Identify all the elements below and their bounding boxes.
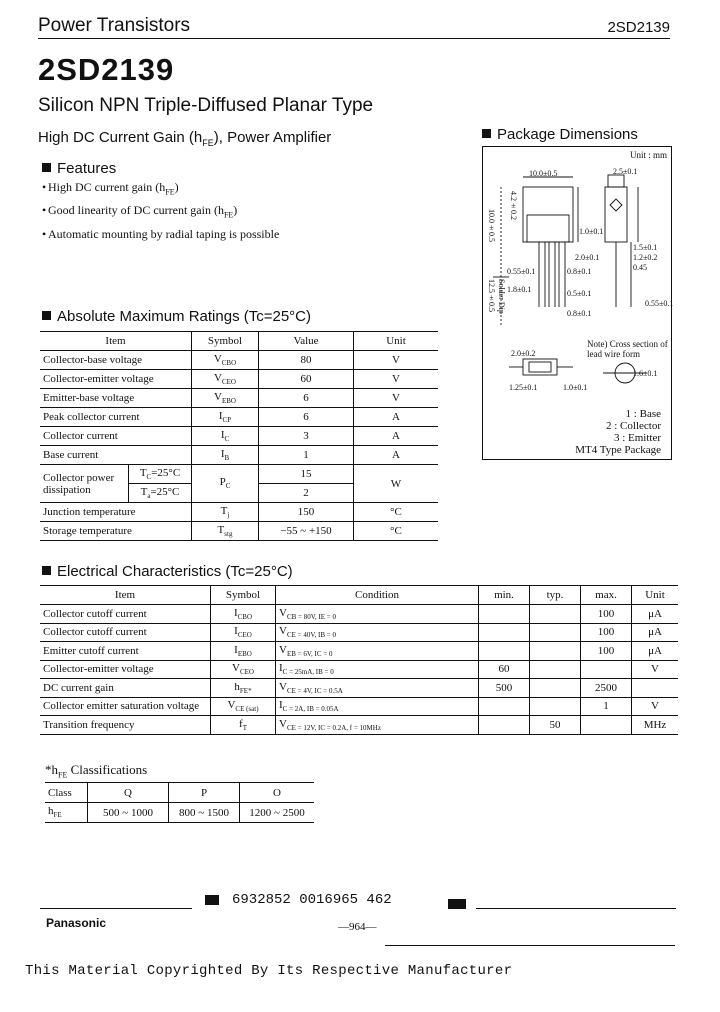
table-row: Collector-base voltage $V_{CBO}$ 80 V bbox=[40, 351, 438, 370]
table-row: DC current gain $h_{FE*}$ $V_{CE = 4V, IC = 0.5A}$ 500 2500 bbox=[40, 679, 678, 698]
table-row: Peak collector current $I_{CP}$ 6 A bbox=[40, 408, 438, 427]
pin-legend: 1 : Base 2 : Collector 3 : Emitter MT4 Type Package bbox=[575, 408, 661, 456]
table-row: Collector cutoff current $I_{CEO}$ $V_{CE = 40V, IB = 0}$ 100 μA bbox=[40, 623, 678, 642]
feature-item: • Automatic mounting by radial taping is possible bbox=[42, 226, 280, 241]
table-row: Collector power dissipation $T_C=25^\circ C$ $P_C$ 15 W bbox=[40, 465, 438, 484]
features-heading: Features bbox=[42, 160, 116, 177]
application: High DC Current Gain $(h_{FE})$, Power Amplifier bbox=[38, 129, 332, 148]
table-row: $T_a=25^\circ C$ 2 bbox=[40, 484, 438, 503]
table-row: $h_{FE}$ 500 ~ 1000 800 ~ 1500 1200 ~ 2500 bbox=[45, 803, 314, 823]
table-row: Collector-emitter voltage $V_{CEO}$ 60 V bbox=[40, 370, 438, 389]
table-row: Class Q P O bbox=[45, 783, 314, 803]
page-number: —964— bbox=[338, 921, 377, 933]
table-row: Storage temperature $T_{stg}$ −55 ~ +150 °C bbox=[40, 522, 438, 541]
device-type: Silicon NPN Triple-Diffused Planar Type bbox=[38, 95, 374, 116]
header-category: Power Transistors bbox=[38, 15, 191, 36]
footer-rule-bottom bbox=[385, 945, 675, 946]
table-row: Collector cutoff current $I_{CBO}$ $V_{CB = 80V, IE = 0}$ 100 μA bbox=[40, 605, 678, 624]
footer-rule-left bbox=[40, 908, 192, 909]
table-row: Emitter-base voltage $V_{EBO}$ 6 V bbox=[40, 389, 438, 408]
package-drawing-box: Unit : mm 10.0±0.5 2.5±0.1 4.2±0.2 10.0±0.5 1.0±0.1 1.5±0.1 0.55±0.1 0.8±0.1 2.0±0.1 0.5±0.1 1.8±0.1 12.5±0.5 0.8±0.1 0.45 0.55±0.1 2.0±0.2 1.25±0.1 1.0±0.1 1.6±0.1 Solder Dip 1.2±0.2 Note) Cross section of lead wire form 1 : Base 2 : Collector 3 : Emitter MT4 Type Package bbox=[482, 146, 672, 460]
features-list bbox=[42, 178, 279, 243]
amr-heading: Absolute Maximum Ratings (Tc=25°C) bbox=[42, 308, 311, 325]
header-rule bbox=[38, 38, 670, 39]
footer-block bbox=[205, 895, 219, 905]
unit-label: Unit : mm bbox=[629, 150, 667, 160]
ec-table bbox=[40, 585, 678, 735]
table-row: Transition frequency $f_T$ $V_{CE = 12V, IC = 0.2A, f = 10MHz}$ 50 MHz bbox=[40, 716, 678, 735]
copyright-notice: This Material Copyrighted By Its Respective Manufacturer bbox=[25, 963, 513, 979]
feature-item: • Good linearity of DC current gain $(h_{FE})$ bbox=[42, 203, 238, 220]
table-row: Junction temperature $T_j$ 150 °C bbox=[40, 503, 438, 522]
package-heading: Package Dimensions bbox=[482, 126, 638, 143]
table-row: Emitter cutoff current $I_{EBO}$ $V_{EB = 6V, IC = 0}$ 100 μA bbox=[40, 642, 678, 661]
classification-table bbox=[45, 782, 314, 823]
table-header-row: Item Symbol Value Unit bbox=[40, 332, 438, 351]
ec-heading: Electrical Characteristics (Tc=25°C) bbox=[42, 563, 293, 580]
package-note: Note) Cross section of lead wire form bbox=[587, 339, 668, 359]
panasonic-logo: Panasonic bbox=[46, 916, 107, 930]
table-header-row: Item Symbol Condition min. typ. max. Unit bbox=[40, 586, 678, 605]
table-row: Collector-emitter voltage $V_{CEO}$ $I_{C = 25mA, IB = 0}$ 60 V bbox=[40, 660, 678, 679]
footer-barcode-text: 6932852 0016965 462 bbox=[232, 892, 392, 908]
amr-table bbox=[40, 331, 438, 541]
table-row: Collector current $I_C$ 3 A bbox=[40, 427, 438, 446]
feature-item: • High DC current gain $(h_{FE})$ bbox=[42, 180, 179, 197]
package-type: MT4 Type Package bbox=[575, 444, 661, 456]
header-part-number: 2SD2139 bbox=[607, 19, 670, 36]
part-number-title: 2SD2139 bbox=[38, 52, 175, 87]
table-row: Collector emitter saturation voltage $V_{CE (sat)}$ $I_{C = 2A, IB = 0.05A}$ 1 V bbox=[40, 697, 678, 716]
footer-rule-right bbox=[476, 908, 676, 909]
footer-block bbox=[448, 899, 466, 909]
table-row: Base current $I_B$ 1 A bbox=[40, 446, 438, 465]
classification-heading: $*h_{FE}$ Classifications bbox=[45, 762, 148, 780]
